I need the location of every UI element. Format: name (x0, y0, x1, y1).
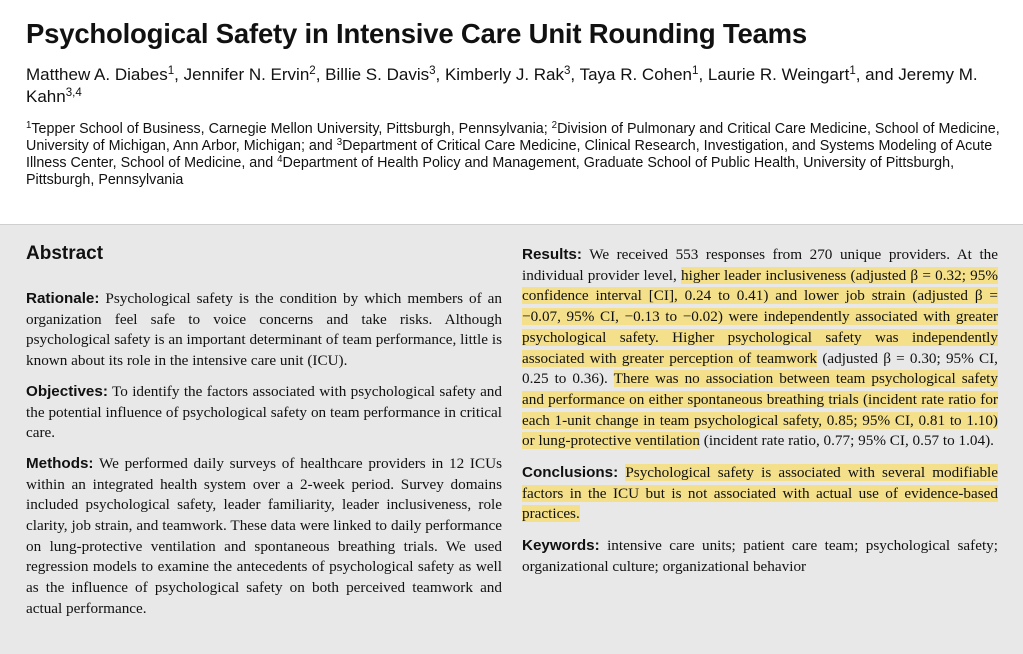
results-paragraph: Results: We received 553 responses from 270 unique providers. At the individual provider level, higher leader inclusiveness (adjusted β = 0.32; 95% confidence interval [CI], 0.24 to 0.41) and lower job strain (adjusted β = −0.07, 95% CI, −0.13 to −0.02) were independently associated with greater psychological safety. Higher psychological safety was independently associated with greater perception of teamwork (adjusted β = 0.30; 95% CI, 0.25 to 0.36). There was no association between team psychological safety and performance on either spontaneous breathing trials (incident rate ratio for each 1-unit change in team psychological safety, 0.85; 95% CI, 0.81 to 1.10) or lung-protective ventilation (incident rate ratio, 0.77; 95% CI, 0.57 to 1.04). (522, 246, 998, 450)
paper-title: Psychological Safety in Intensive Care Unit Rounding Teams (26, 18, 807, 49)
conclusions-paragraph: Conclusions: Psychological safety is associated with several modifiable factors in the ICU but is not associated with actual use of evidence-based practices. (522, 464, 998, 523)
author: Kimberly J. Rak$^3$, (444, 64, 580, 84)
abstract-box (0, 224, 1023, 654)
methods-paragraph: Methods: We performed daily surveys of healthcare providers in 12 ICUs within an integrated health system over a 2-week period. Survey domains included psychological safety, leader familiarity, leader inclusiveness, role clarity, job strain, and teamwork. These data were linked to daily performance on lung-protective ventilation and spontaneous breathing trials. We used regression models to examine the antecedents of psychological safety as well as the influence of psychological safety on both perceived teamwork and actual performance. (26, 454, 502, 617)
objectives-paragraph: Objectives: To identify the factors associated with psychological safety and the potential influence of psychological safety on team performance in critical care. (26, 382, 502, 442)
highlighted-text: Psychological safety is associated with several modifiable factors in the ICU but is not associated with actual use of evidence-based practices. (522, 464, 998, 523)
highlighted-text: higher leader inclusiveness (adjusted β = 0.32; 95% confidence interval [CI], 0.24 to 0.41) and lower job strain (adjusted β = −0.07, 95% CI, −0.13 to −0.02) were independently associated with greater psychological safety. Higher psychological safety was independently associated with greater perception of teamwork (522, 266, 998, 367)
author: Matthew A. Diabes$^1$, (26, 64, 184, 84)
author: Taya R. Cohen$^1$, (579, 64, 708, 84)
abstract-left-column (26, 289, 502, 630)
author: Laurie R. Weingart$^1$, and (707, 64, 899, 84)
affiliations: $^1$Tepper School of Business, Carnegie Mellon University, Pittsburgh, Pennsylvania; $^2$Division of Pulmonary and Critical Care Medicine, School of Medicine, University of Michigan, Ann Arbor, Michigan; and $^3$Department of Critical Care Medicine, Clinical Research, Investigation, and Systems Modeling of Acute Illness Center, School of Medicine, and $^4$Department of Health Policy and Management, Graduate School of Public Health, University of Pittsburgh, Pittsburgh, Pennsylvania (26, 119, 1000, 188)
rationale-paragraph: Rationale: Psychological safety is the condition by which members of an organization feel safe to voice concerns and take risks. Although psychological safety is an important determinant of team performance, little is known about its role in the intensive care unit (ICU). (26, 290, 502, 370)
highlighted-text: There was no association between team psychological safety and performance on either spontaneous breathing trials (incident rate ratio for each 1-unit change in team psychological safety, 0.85; 95% CI, 0.81 to 1.10) or lung-protective ventilation (522, 370, 998, 450)
abstract-right-column (522, 245, 998, 589)
author: Jennifer N. Ervin$^2$, (183, 64, 326, 84)
keywords-paragraph: Keywords: intensive care units; patient care team; psychological safety; organizational culture; organizational behavior (522, 537, 998, 575)
author: Jeremy M. Kahn$^{3,4}$ (26, 65, 978, 106)
author: Billie S. Davis$^3$, (325, 64, 445, 84)
abstract-heading: Abstract (26, 243, 104, 264)
author-list (26, 64, 1016, 108)
